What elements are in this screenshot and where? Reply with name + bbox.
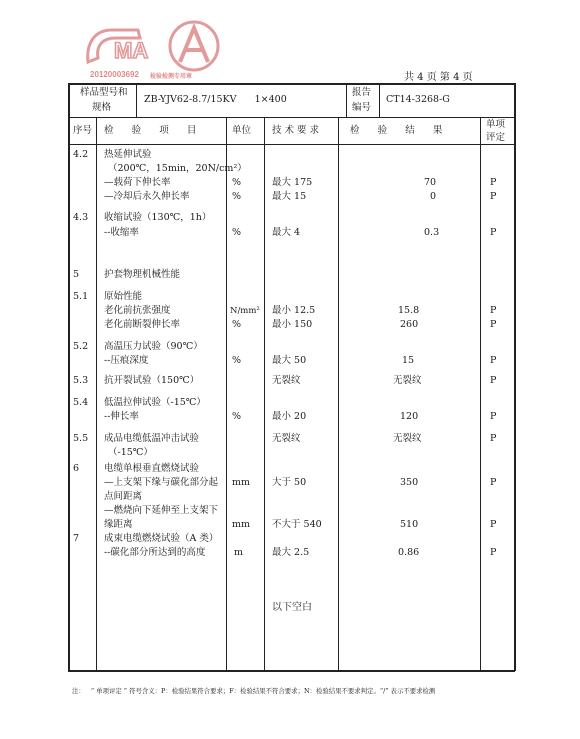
row-unit: % (232, 411, 242, 422)
model-label: 样品型号和 (80, 87, 128, 98)
row-item: （-15℃） (108, 447, 153, 458)
row-result: 0.86 (398, 547, 420, 558)
row-seq: 7 (73, 533, 80, 544)
grid-col-line (338, 117, 339, 670)
model-value: ZB-YJV62-8.7/15KV 1×400 (144, 94, 287, 105)
table-right-border (514, 83, 516, 671)
seal-caption: 检验检测专用章 (150, 74, 193, 80)
row-requirement: 最大 2.5 (272, 547, 310, 558)
row-item: —上支架下缘与碳化部分起 (104, 477, 219, 488)
report-label: 报告 (352, 87, 372, 98)
row-seq: 5.4 (73, 397, 89, 408)
row-unit: % (232, 355, 242, 366)
row-evaluation: P (490, 375, 497, 386)
row-unit: % (232, 177, 242, 188)
grid-col-line (480, 117, 481, 670)
row-result: 0 (430, 191, 437, 202)
row-item: 电缆单根垂直燃烧试验 (104, 463, 200, 474)
column-header-divider (68, 144, 515, 145)
footnote: 注： “ 单项评定 ” 符号含义：P：检验结果符合要求；F：检验结果不符合要求；N：检验结果不要求判定。“/” 表示不要求检测 (72, 687, 436, 695)
row-unit: mm (232, 519, 251, 530)
header-col-line (346, 83, 347, 117)
table-left-border (68, 83, 70, 671)
row-requirement: 最大 175 (272, 177, 313, 188)
row-requirement: 最小 20 (272, 411, 307, 422)
row-seq: 5.5 (73, 433, 89, 444)
row-item: —燃烧向下延伸至上支架下 (104, 505, 219, 516)
row-evaluation: P (490, 519, 497, 530)
col-evaluation: 单项 (486, 119, 506, 130)
page-info: 共 4 页 第 4 页 (404, 72, 473, 83)
row-result: 70 (424, 177, 437, 188)
row-evaluation: P (490, 191, 497, 202)
col-unit: 单位 (232, 125, 252, 136)
row-evaluation: P (490, 227, 497, 238)
row-seq: 5 (73, 269, 80, 280)
row-unit: N/mm² (230, 306, 260, 316)
row-seq: 5.1 (73, 291, 89, 302)
svg-text:MA: MA (114, 38, 149, 63)
row-item: 低温拉伸试验（-15℃） (104, 397, 206, 408)
header-col-line (379, 83, 380, 117)
row-item: （200℃，15min，20N/cm²） (108, 163, 247, 174)
col-evaluation-2: 评定 (486, 132, 506, 143)
row-requirement: 无裂纹 (272, 375, 301, 386)
row-item: 高温压力试验（90℃） (104, 341, 203, 352)
row-item: 抗开裂试验（150℃） (104, 375, 200, 386)
row-evaluation: P (490, 319, 497, 330)
row-evaluation: P (490, 433, 497, 444)
row-unit: % (232, 227, 242, 238)
row-seq: 4.3 (73, 212, 89, 223)
row-unit: % (232, 191, 242, 202)
row-item: 老化前断裂伸长率 (104, 319, 181, 330)
row-evaluation: P (490, 305, 497, 316)
col-requirement: 技 术 要 求 (272, 125, 320, 136)
row-item: 原始性能 (104, 291, 143, 302)
row-requirement: 不大于 540 (272, 519, 322, 530)
row-seq: 6 (73, 463, 80, 474)
report-number: CT14-3268-G (386, 94, 450, 105)
row-item: --碳化部分所达到的高度 (104, 547, 206, 558)
row-result: 15.8 (398, 305, 420, 316)
row-result: 无裂纹 (393, 433, 422, 444)
row-item: 收缩试验（130℃，1h） (104, 212, 212, 223)
row-requirement: 最小 150 (272, 319, 313, 330)
row-evaluation: P (490, 177, 497, 188)
grid-col-line (226, 117, 227, 670)
col-result: 检 验 结 果 (350, 125, 443, 136)
header-divider (68, 117, 515, 118)
cma-seal (78, 16, 228, 78)
header-col-line (136, 83, 137, 117)
row-item: --收缩率 (104, 227, 139, 238)
row-seq: 4.2 (73, 149, 89, 160)
row-item: 成束电缆燃烧试验（A 类） (104, 533, 219, 544)
row-requirement: 最小 12.5 (272, 305, 316, 316)
row-result: 510 (400, 519, 419, 530)
row-item: —冷却后永久伸长率 (104, 191, 190, 202)
row-requirement: 最大 50 (272, 355, 307, 366)
row-item: --伸长率 (104, 411, 139, 422)
report-label-2: 编号 (352, 102, 372, 113)
row-item: 老化前抗张强度 (104, 305, 171, 316)
row-evaluation: P (490, 547, 497, 558)
row-evaluation: P (490, 477, 497, 488)
grid-col-line (264, 117, 265, 670)
row-seq: 5.2 (73, 341, 89, 352)
row-unit: % (232, 319, 242, 330)
row-requirement: 大于 50 (272, 477, 307, 488)
row-result: 120 (400, 411, 419, 422)
col-item: 检 验 项 目 (104, 125, 197, 136)
row-evaluation: P (490, 411, 497, 422)
row-requirement: 最大 15 (272, 191, 307, 202)
table-bottom-border (68, 670, 515, 672)
row-result: 0.3 (424, 227, 440, 238)
row-requirement: 无裂纹 (272, 433, 301, 444)
row-result: 260 (400, 319, 419, 330)
row-item: 护套物理机械性能 (104, 269, 181, 280)
row-item: —载荷下伸长率 (104, 177, 171, 188)
row-result: 350 (400, 477, 419, 488)
row-result: 无裂纹 (393, 375, 422, 386)
row-item: 点间距离 (104, 491, 143, 502)
seal-number: 20120003692 (90, 70, 139, 79)
blank-note: 以下空白 (272, 602, 312, 613)
row-evaluation: P (490, 355, 497, 366)
row-seq: 5.3 (73, 375, 89, 386)
row-item: 缘距离 (104, 519, 133, 530)
model-label-2: 规格 (92, 102, 112, 113)
row-result: 15 (402, 355, 415, 366)
row-unit: mm (232, 477, 251, 488)
grid-col-line (96, 117, 97, 670)
row-item: 热延伸试验 (104, 149, 152, 160)
row-item: 成品电缆低温冲击试验 (104, 433, 200, 444)
row-unit: m (234, 547, 244, 558)
col-seq: 序号 (73, 125, 93, 136)
row-requirement: 最大 4 (272, 227, 301, 238)
row-item: --压痕深度 (104, 355, 149, 366)
